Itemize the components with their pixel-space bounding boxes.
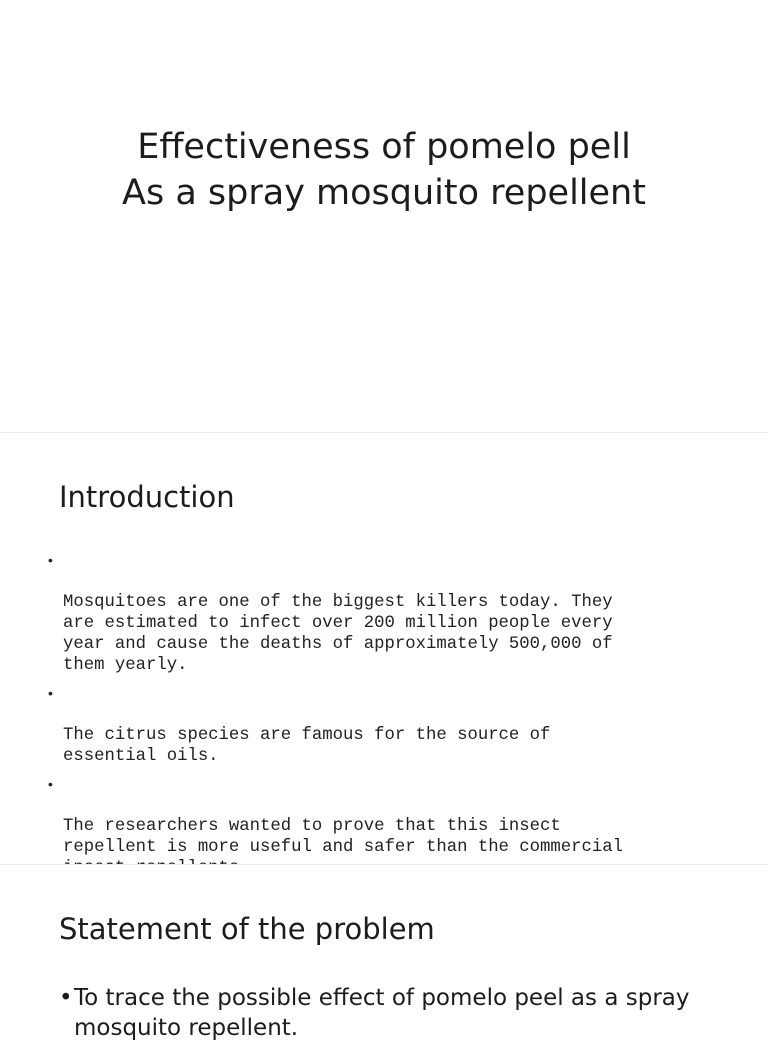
bullet-text: The citrus species are famous for the source of essential oils. <box>63 726 551 766</box>
title-line-2: As a spray mosquito repellent <box>122 173 646 213</box>
introduction-slide <box>0 432 768 865</box>
title-line-1: Effectiveness of pomelo pell <box>137 127 631 167</box>
introduction-bullet-list <box>48 550 738 886</box>
bullet-icon: • <box>48 776 53 792</box>
bullet-text: Mosquitoes are one of the biggest killers today. They are estimated to infect over 200 million people every year and cause the deaths of approximately 500,000 of them yearly. <box>63 593 613 675</box>
introduction-heading: Introduction <box>59 480 235 514</box>
problem-bullet-list <box>59 983 739 1043</box>
bullet-icon: • <box>48 552 53 568</box>
bullet-icon: • <box>59 985 73 1011</box>
list-item <box>59 983 739 1043</box>
bullet-text: The researchers wanted to prove that this insect repellent is more useful and safer than the commercial <box>63 817 624 857</box>
title-slide <box>0 0 768 432</box>
bullet-icon: • <box>48 685 53 701</box>
presentation-title <box>0 124 768 216</box>
problem-statement-heading: Statement of the problem <box>59 912 435 946</box>
list-item <box>48 550 738 676</box>
list-item <box>48 683 738 767</box>
bullet-text: To trace the possible effect of pomelo peel as a spray mosquito repellent. <box>74 985 690 1041</box>
problem-statement-slide <box>0 864 768 1041</box>
